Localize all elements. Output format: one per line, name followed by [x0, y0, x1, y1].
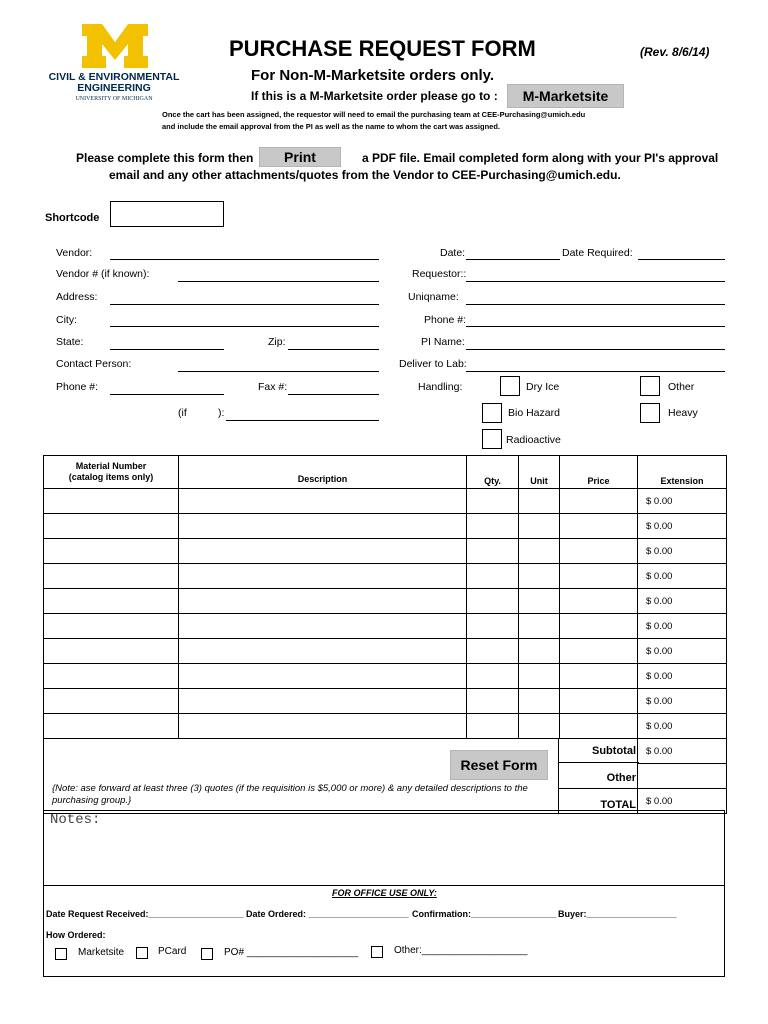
extension-cell: $ 0.00	[638, 664, 727, 689]
state-field[interactable]	[110, 349, 224, 350]
extension-cell: $ 0.00	[638, 564, 727, 589]
unit-cell[interactable]	[519, 664, 560, 689]
qty-cell[interactable]	[467, 564, 519, 589]
material-number-cell[interactable]	[44, 689, 179, 714]
price-cell[interactable]	[560, 539, 638, 564]
table-row	[44, 489, 727, 514]
zip-field[interactable]	[288, 349, 379, 350]
pcard-checkbox[interactable]	[136, 947, 148, 959]
unit-cell[interactable]	[519, 714, 560, 739]
qty-cell[interactable]	[467, 689, 519, 714]
extension-cell: $ 0.00	[638, 514, 727, 539]
dry-ice-checkbox[interactable]	[500, 376, 520, 396]
price-cell[interactable]	[560, 589, 638, 614]
deliver-to-lab-field[interactable]	[466, 371, 725, 372]
marketsite-label: Marketsite	[78, 947, 125, 958]
qty-header: Qty.	[467, 456, 519, 489]
other-method-checkbox[interactable]	[371, 946, 383, 958]
state-label: State:	[56, 336, 84, 348]
qty-cell[interactable]	[467, 514, 519, 539]
other-total-value[interactable]	[638, 764, 727, 789]
dept-name-line1: CIVIL & ENVIRONMENTAL	[48, 71, 180, 83]
description-cell[interactable]	[179, 489, 467, 514]
phone2-field[interactable]	[466, 326, 725, 327]
cart-note-line2: and include the email approval from the PI as well as the name to whom the cart was assigned.	[162, 122, 501, 131]
bio-hazard-label: Bio Hazard	[508, 407, 560, 419]
requestor-field[interactable]	[466, 281, 725, 282]
material-number-cell[interactable]	[44, 639, 179, 664]
bio-hazard-checkbox[interactable]	[482, 403, 502, 423]
notes-placeholder: Notes:	[50, 812, 101, 828]
qty-cell[interactable]	[467, 614, 519, 639]
other-total-label: Other	[559, 763, 639, 789]
table-row	[44, 589, 727, 614]
table-row	[44, 664, 727, 689]
price-header: Price	[560, 456, 638, 489]
fax-field[interactable]	[288, 394, 379, 395]
zip-label: Zip:	[268, 336, 286, 348]
date-label: Date:	[440, 247, 466, 259]
unit-cell[interactable]	[519, 489, 560, 514]
extension-cell: $ 0.00	[638, 689, 727, 714]
unit-cell[interactable]	[519, 564, 560, 589]
pi-name-label: PI Name:	[421, 336, 465, 348]
quotes-note: {Note: ase forward at least three (3) quotes (if the requisition is $5,000 or more) & any detailed descriptions to the purchasing group.}	[52, 783, 528, 806]
table-row	[44, 689, 727, 714]
qty-cell[interactable]	[467, 639, 519, 664]
vendor-number-field[interactable]	[178, 281, 379, 282]
extension-cell: $ 0.00	[638, 714, 727, 739]
pcard-label: PCard	[158, 946, 187, 957]
total-value: $ 0.00	[638, 789, 727, 814]
deliver-to-lab-label: Deliver to Lab:	[399, 358, 467, 370]
reset-form-button[interactable]: Reset Form	[450, 750, 548, 780]
if-close-label: ):	[218, 407, 225, 419]
heavy-checkbox[interactable]	[640, 403, 660, 423]
price-cell[interactable]	[560, 714, 638, 739]
date-required-field[interactable]	[638, 259, 725, 260]
table-row	[44, 639, 727, 664]
po-label[interactable]: PO# ____________________	[224, 947, 359, 958]
contact-person-label: Contact Person:	[56, 358, 132, 370]
city-label: City:	[56, 314, 77, 326]
notes-textarea[interactable]	[43, 810, 725, 886]
unit-cell[interactable]	[519, 514, 560, 539]
phone-field[interactable]	[110, 394, 224, 395]
handling-label: Handling:	[418, 381, 463, 393]
radioactive-checkbox[interactable]	[482, 429, 502, 449]
vendor-number-label: Vendor # (if known):	[56, 268, 150, 280]
shortcode-input[interactable]	[110, 201, 224, 227]
description-cell[interactable]	[179, 639, 467, 664]
phone2-label: Phone #:	[424, 314, 467, 326]
price-cell[interactable]	[560, 614, 638, 639]
office-use-section	[43, 885, 725, 977]
buyer[interactable]: Buyer:__________________	[558, 909, 677, 919]
uniqname-label: Uniqname:	[408, 291, 459, 303]
table-row	[44, 614, 727, 639]
other-label: Other	[668, 381, 695, 393]
qty-cell[interactable]	[467, 664, 519, 689]
price-cell[interactable]	[560, 564, 638, 589]
table-row	[44, 714, 727, 739]
material-number-header: Material Number (catalog items only)	[44, 456, 179, 489]
qty-cell[interactable]	[467, 589, 519, 614]
address-field[interactable]	[110, 304, 379, 305]
address-label: Address:	[56, 291, 98, 303]
table-row	[44, 539, 727, 564]
material-number-cell[interactable]	[44, 539, 179, 564]
extension-cell: $ 0.00	[638, 589, 727, 614]
price-cell[interactable]	[560, 689, 638, 714]
date-field[interactable]	[466, 259, 560, 260]
material-number-cell[interactable]	[44, 714, 179, 739]
cart-note-line1: Once the cart has been assigned, the requestor will need to email the purchasing team at CEE-Purchasing@umich.edu	[162, 110, 586, 119]
table-row	[44, 514, 727, 539]
extension-cell: $ 0.00	[638, 639, 727, 664]
total-label: TOTAL	[600, 799, 636, 811]
marketsite-checkbox[interactable]	[55, 948, 67, 960]
price-cell[interactable]	[560, 514, 638, 539]
price-cell[interactable]	[560, 489, 638, 514]
description-header: Description	[179, 456, 467, 489]
description-cell[interactable]	[179, 689, 467, 714]
description-cell[interactable]	[179, 589, 467, 614]
other-method-label[interactable]: Other:___________________	[394, 945, 528, 956]
material-number-cell[interactable]	[44, 664, 179, 689]
po-checkbox[interactable]	[201, 948, 213, 960]
extension-cell: $ 0.00	[638, 614, 727, 639]
unit-cell[interactable]	[519, 639, 560, 664]
table-row	[44, 564, 727, 589]
material-number-cell[interactable]	[44, 589, 179, 614]
totals-label-column	[558, 738, 639, 814]
unit-cell[interactable]	[519, 589, 560, 614]
uniqname-field[interactable]	[466, 304, 725, 305]
page-title: PURCHASE REQUEST FORM	[229, 36, 536, 61]
if-field[interactable]	[226, 420, 379, 421]
fax-label: Fax #:	[258, 381, 288, 393]
heavy-label: Heavy	[668, 407, 698, 419]
qty-cell[interactable]	[467, 539, 519, 564]
requestor-label: Requestor::	[412, 268, 467, 280]
subtitle: For Non-M-Marketsite orders only.	[251, 67, 495, 84]
description-cell[interactable]	[179, 514, 467, 539]
phone-label: Phone #:	[56, 381, 99, 393]
items-table	[43, 455, 727, 814]
shortcode-label: Shortcode	[45, 212, 100, 224]
marketsite-goto-text: If this is a M-Marketsite order please go to :	[251, 89, 498, 103]
unit-cell[interactable]	[519, 539, 560, 564]
material-number-cell[interactable]	[44, 564, 179, 589]
office-use-heading: FOR OFFICE USE ONLY:	[332, 888, 437, 898]
price-cell[interactable]	[560, 639, 638, 664]
dry-ice-label: Dry Ice	[526, 381, 560, 393]
instructions-line2: email and any other attachments/quotes from the Vendor to CEE-Purchasing@umich.edu.	[109, 168, 621, 182]
qty-cell[interactable]	[467, 489, 519, 514]
print-button[interactable]: Print	[259, 147, 341, 167]
pi-name-field[interactable]	[466, 349, 725, 350]
if-open-label: (if	[178, 407, 187, 419]
instructions-before: Please complete this form then	[76, 151, 254, 165]
qty-cell[interactable]	[467, 714, 519, 739]
revision-label: (Rev. 8/6/14)	[640, 45, 710, 59]
description-cell[interactable]	[179, 564, 467, 589]
date-ordered[interactable]: Date Ordered: ____________________	[246, 909, 409, 919]
block-m-logo-icon	[80, 22, 150, 70]
extension-cell: $ 0.00	[638, 539, 727, 564]
subtotal-value: $ 0.00	[638, 739, 727, 764]
subtotal-label: Subtotal	[559, 738, 639, 763]
radioactive-label: Radioactive	[506, 434, 561, 446]
confirmation[interactable]: Confirmation:_________________	[412, 909, 557, 919]
instructions-after: a PDF file. Email completed form along with your PI's approval	[362, 151, 719, 165]
unit-cell[interactable]	[519, 614, 560, 639]
other-checkbox[interactable]	[640, 376, 660, 396]
unit-header: Unit	[519, 456, 560, 489]
unit-cell[interactable]	[519, 689, 560, 714]
vendor-label: Vendor:	[56, 247, 93, 259]
vendor-field[interactable]	[110, 259, 379, 260]
material-number-cell[interactable]	[44, 514, 179, 539]
extension-header: Extension	[638, 456, 727, 489]
material-number-cell[interactable]	[44, 489, 179, 514]
city-field[interactable]	[110, 326, 379, 327]
table-header-row	[44, 456, 727, 489]
totals-note-cell	[44, 739, 638, 814]
description-cell[interactable]	[179, 539, 467, 564]
description-cell[interactable]	[179, 614, 467, 639]
price-cell[interactable]	[560, 664, 638, 689]
material-number-cell[interactable]	[44, 614, 179, 639]
extension-cell: $ 0.00	[638, 489, 727, 514]
university-name: UNIVERSITY OF MICHIGAN	[75, 96, 153, 102]
date-request-received[interactable]: Date Request Received:___________________	[46, 909, 244, 919]
date-required-label: Date Required:	[562, 247, 633, 259]
description-cell[interactable]	[179, 714, 467, 739]
m-marketsite-button[interactable]: M-Marketsite	[507, 84, 624, 108]
how-ordered-label: How Ordered:	[46, 930, 106, 940]
contact-person-field[interactable]	[178, 371, 379, 372]
dept-name-line2: ENGINEERING	[77, 82, 151, 94]
description-cell[interactable]	[179, 664, 467, 689]
